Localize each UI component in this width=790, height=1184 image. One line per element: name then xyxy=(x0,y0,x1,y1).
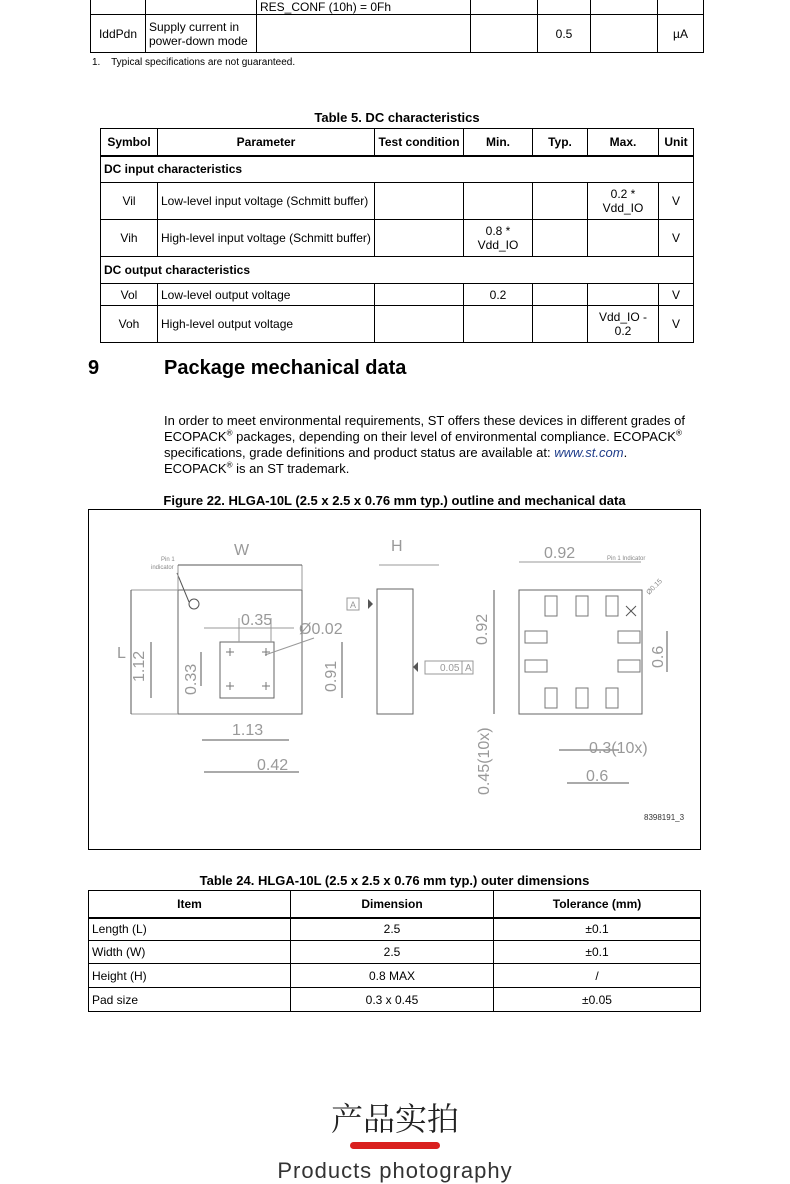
table-row: Height (H) 0.8 MAX / xyxy=(89,964,701,988)
header-parameter: Parameter xyxy=(158,129,375,156)
dim-06-side: 0.6 xyxy=(650,645,667,668)
dim-W: W xyxy=(234,542,250,559)
figure22-frame xyxy=(88,509,701,850)
cell-symbol: Vil xyxy=(101,183,158,220)
cell-parameter: High-level input voltage (Schmitt buffer) xyxy=(158,220,375,257)
cell-max xyxy=(588,220,659,257)
cell-parameter: Low-level input voltage (Schmitt buffer) xyxy=(158,183,375,220)
pin1-right-label: Pin 1 Indicator xyxy=(607,556,646,562)
cell-test xyxy=(375,284,464,306)
cell-typ xyxy=(533,284,588,306)
footnote-num: 1. xyxy=(92,57,101,68)
cell-unit: V xyxy=(659,306,694,343)
param-line1: Supply current in xyxy=(149,19,240,34)
dim-H: H xyxy=(391,538,403,555)
table-row xyxy=(91,15,704,53)
param-line2: power-down mode xyxy=(149,33,248,48)
flatness-datum: A xyxy=(465,663,472,674)
table24 xyxy=(88,890,701,1012)
cell-min: 0.8 * Vdd_IO xyxy=(464,220,533,257)
section-number: 9 xyxy=(88,357,100,379)
dim-045-10x: 0.45(10x) xyxy=(476,727,493,795)
cell-min xyxy=(464,306,533,343)
table-row: Pad size 0.3 x 0.45 ±0.05 xyxy=(89,988,701,1012)
table5 xyxy=(100,128,694,343)
header-min: Min. xyxy=(464,129,533,156)
cell-max: 0.2 * Vdd_IO xyxy=(588,183,659,220)
header-test: Test condition xyxy=(375,129,464,156)
section-dc-input: DC input characteristics xyxy=(101,156,694,183)
drawing-code: 8398191_3 xyxy=(644,813,685,822)
dim-035: 0.35 xyxy=(241,612,273,629)
para-line-b: ECOPACK® packages, depending on their level of environmental compliance. ECOPACK® xyxy=(164,428,682,444)
cell-test xyxy=(375,306,464,343)
datum-A: A xyxy=(350,600,357,610)
dim-06-bottom: 0.6 xyxy=(586,768,609,785)
header-symbol: Symbol xyxy=(101,129,158,156)
cell-min xyxy=(471,15,538,53)
table-row: Length (L) 2.5 ±0.1 xyxy=(89,918,701,941)
para-line-a: In order to meet environmental requirements, ST offers these devices in different grades of xyxy=(164,413,686,428)
header-max: Max. xyxy=(588,129,659,156)
table-row xyxy=(101,220,694,257)
flatness-value: 0.05 xyxy=(440,663,460,674)
st-link[interactable]: www.st.com xyxy=(554,445,624,460)
dim-092-side: 0.92 xyxy=(474,613,491,645)
accent-bar xyxy=(350,1142,440,1149)
cell-symbol: Vih xyxy=(101,220,158,257)
dim-113: 1.13 xyxy=(232,722,264,739)
cell-parameter: High-level output voltage xyxy=(158,306,375,343)
dim-091: 0.91 xyxy=(323,660,340,692)
pin1-label-2: indicator xyxy=(151,565,174,571)
dim-phi015: Ø0.15 xyxy=(645,577,664,597)
cell-test xyxy=(375,183,464,220)
cell-unit: µA xyxy=(658,15,704,53)
cell-parameter: Low-level output voltage xyxy=(158,284,375,306)
cell-unit: V xyxy=(659,183,694,220)
cell-symbol: Vol xyxy=(101,284,158,306)
header-tolerance: Tolerance (mm) xyxy=(494,891,701,918)
cell-test xyxy=(375,220,464,257)
top-table xyxy=(90,0,704,53)
footnote-text: Typical specifications are not guaranteed. xyxy=(111,57,296,68)
section-paragraph xyxy=(164,413,704,477)
section-title: Package mechanical data xyxy=(164,357,407,379)
header-dimension: Dimension xyxy=(291,891,494,918)
figure22-caption: Figure 22. HLGA-10L (2.5 x 2.5 x 0.76 mm typ.) outline and mechanical data xyxy=(163,493,626,508)
cell-typ xyxy=(533,220,588,257)
table-row: Width (W) 2.5 ±0.1 xyxy=(89,941,701,964)
table-row xyxy=(101,284,694,306)
table24-caption: Table 24. HLGA-10L (2.5 x 2.5 x 0.76 mm typ.) outer dimensions xyxy=(199,873,590,888)
table-row xyxy=(101,183,694,220)
dim-phi002: Ø0.02 xyxy=(299,621,343,638)
footnote xyxy=(92,57,295,68)
partial-row-text: RES_CONF (10h) = 0Fh xyxy=(257,0,471,15)
cell-test xyxy=(257,15,471,53)
para-line-c: specifications, grade definitions and product status are available at: www.st.com. xyxy=(164,445,628,460)
header-typ: Typ. xyxy=(533,129,588,156)
dim-033: 0.33 xyxy=(183,663,200,695)
cell-min xyxy=(464,183,533,220)
dim-03-10x: 0.3(10x) xyxy=(589,740,648,757)
products-title-en: Products photography xyxy=(277,1158,513,1183)
pin1-label-1: Pin 1 xyxy=(161,557,175,563)
cell-unit: V xyxy=(659,220,694,257)
table-row xyxy=(101,306,694,343)
para-line-d: ECOPACK® is an ST trademark. xyxy=(164,460,350,476)
table24-header xyxy=(89,891,701,918)
header-unit: Unit xyxy=(659,129,694,156)
mechanical-drawing xyxy=(89,510,700,849)
dim-042: 0.42 xyxy=(257,757,289,774)
products-title-cn: 产品实拍 xyxy=(330,1100,459,1138)
table5-caption: Table 5. DC characteristics xyxy=(314,110,480,125)
cell-typ xyxy=(533,306,588,343)
cell-min: 0.2 xyxy=(464,284,533,306)
header-item: Item xyxy=(89,891,291,918)
cell-parameter xyxy=(146,15,257,53)
dim-092-top: 0.92 xyxy=(544,545,576,562)
cell-typ: 0.5 xyxy=(538,15,591,53)
cell-typ xyxy=(533,183,588,220)
dim-L: L xyxy=(117,645,126,662)
cell-unit: V xyxy=(659,284,694,306)
table5-header xyxy=(101,129,694,156)
cell-symbol: IddPdn xyxy=(91,15,146,53)
cell-max: Vdd_IO - 0.2 xyxy=(588,306,659,343)
section-dc-output: DC output characteristics xyxy=(101,257,694,284)
cell-max xyxy=(588,284,659,306)
cell-max xyxy=(591,15,658,53)
dim-112: 1.12 xyxy=(131,650,148,682)
cell-symbol: Voh xyxy=(101,306,158,343)
